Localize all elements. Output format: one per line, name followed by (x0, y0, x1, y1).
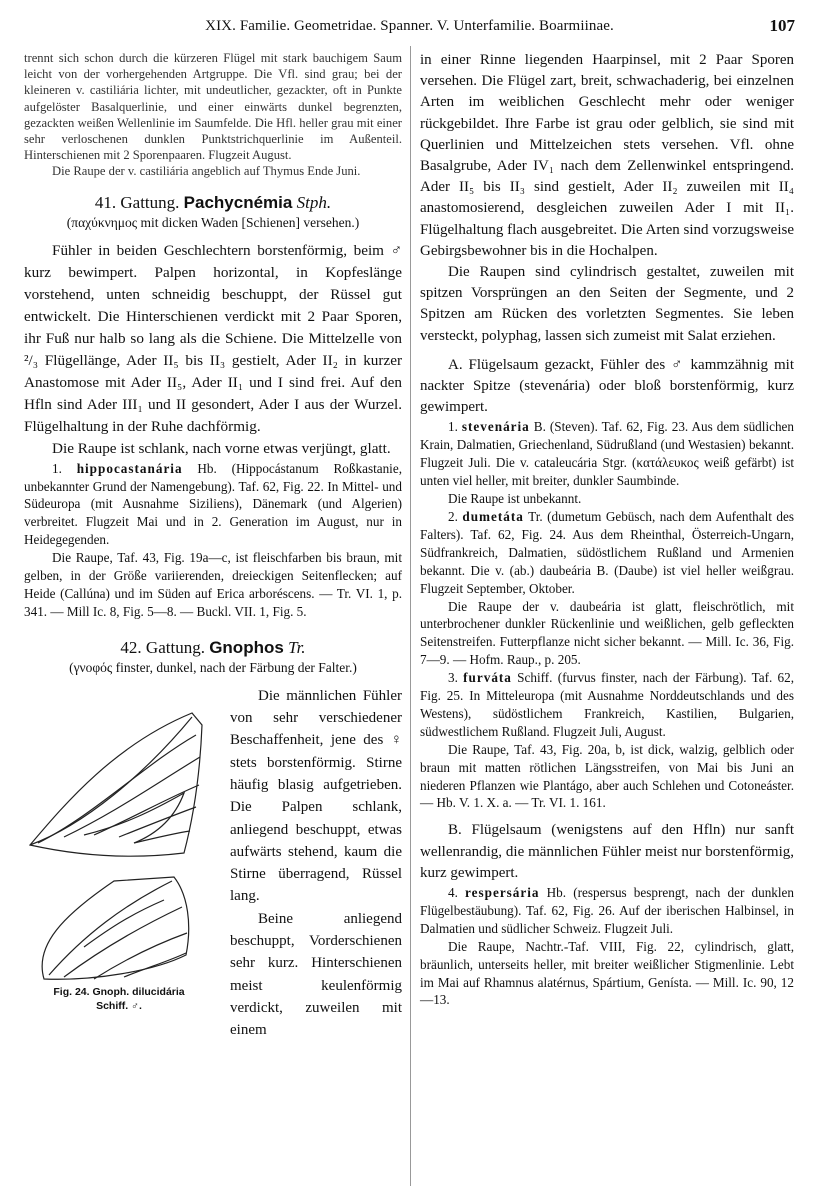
species-name: furváta (463, 670, 512, 686)
column-divider (410, 46, 411, 1186)
paragraph: Die männlichen Fühler von sehr verschiedener Beschaffenheit, jene des ♀ stets borstenförmig. Stirne häufig blasig aufgetrieben. Die Palpen schlank, anliegend beschuppt, etwas aufwärts stehend, kaum die Stirne überragend, Rüssel lang. (230, 687, 402, 905)
paragraph: Die Raupe der v. daubeária ist glatt, fleischrötlich, mit unterbrochener dunkler Rückenlinie und weißlichen, gelb gefleckten Seitenstreifen. Futterpflanze nicht sicher bekannt. — Mill. Ic. 36, Fig. 7—9. — Hofm. Raup., p. 205. (420, 598, 794, 668)
species-name: dumetáta (462, 508, 524, 524)
species-entry: 1. hippocastanária Hb. (Hippocástanum Roßkastanie, unbekannter Grund der Namengebung). Taf. 62, Fig. 22. In Mittel- und Südeuropa (mit Ausnahme Siziliens), Dänemark (und Algerien) verbreitet. Flugzeit Mai und in 2. Generation im August, nur in Heidegegenden. (24, 460, 403, 548)
species-name: hippocastanária (76, 460, 183, 476)
left-column (24, 50, 403, 1039)
paragraph: Beine anliegend beschuppt, Vorderschienen sehr kurz. Hinterschienen meist keulenförmig verdickt, zuweilen mit einem (230, 910, 402, 1039)
paragraph: Die Raupe, Taf. 43, Fig. 20a, b, ist dick, walzig, gelblich oder braun mit matten rötlichen Längsstreifen, von Mai bis Juni an niederen Pflanzen wie Plantágo, aber auch Schlehen und Cotoneáster. — Hb. V. 1. X. a. — Tr. VI. 1. 161. (420, 741, 794, 811)
genus-heading: 41. Gattung. Pachycnémia Stph. (94, 192, 332, 212)
species-entry: 3. furváta Schiff. (furvus finster, nach der Färbung). Taf. 62, Fig. 25. In Mitteleuropa (mit Ausnahme Norddeutschlands und des Westens), südöstlichem Frankreich, Kastilien, Bulgarien, südwestlichem Rußland. Flugzeit Juli, August. (420, 670, 794, 739)
section-a: A. Flügelsaum gezackt, Fühler des ♂ kammzähnig mit nackter Spitze (stevenária) oder bloß borstenförmig, kurz gewimpert. (420, 356, 794, 416)
etymology: (γνοφός finster, dunkel, nach der Färbung der Falter.) (69, 659, 357, 675)
figure-side-text (230, 685, 402, 1042)
right-column (420, 50, 794, 1009)
species-entry: 1. stevenária B. (Steven). Taf. 62, Fig. 23. Aus dem südlichen Krain, Dalmatien, Griechenland, Südrußland (und Westasien) bekannt. Flugzeit Juli. Die v. cataleucária Stgr. (κατάλευκος weiß gefärbt) ist unten viel heller, mit breiter, dunkler Saumbinde. (420, 419, 794, 489)
figure-block (24, 685, 402, 1039)
species-entry: 4. respersária Hb. (respersus besprengt, nach der dunklen Flügelbestäubung). Taf. 62, Fig. 26. Auf der iberischen Halbinsel, in Dalmatien und südlicher Schweiz. Flugzeit Juli. (420, 885, 795, 936)
genus-heading: 42. Gattung. Gnophos Tr. (120, 637, 306, 657)
paragraph: Die Raupe der v. castiliária angeblich auf Thymus Ende Juni. (52, 164, 361, 179)
paragraph: trennt sich schon durch die kürzeren Flügel mit stark bauchigem Saum leicht von der vorhergehenden Artgruppe. Die Vfl. sind grau; bei der kleineren v. castiliária lichter, mit undeutlicher, gezackter, oft in Punkte aufgelöster Basalquerlinie, und einer einwärts dunkel begrenzten, gezackten weißen Wellenlinie im Saumfelde. Die Hfl. heller grau mit einer sehr verloschenen dunklen Punktstrichquerlinie im Außenteil. Hinterschienen mit 2 Sporenpaaren. Flugzeit August. (24, 51, 402, 163)
running-head: XIX. Familie. Geometridae. Spanner. V. Unterfamilie. Boarmiinae. (205, 18, 614, 34)
paragraph: Fühler in beiden Geschlechtern borstenförmig, beim ♂ kurz bewimpert. Palpen horizontal, in Kopfeslänge vorstehend, unten schneidig beschuppt, der Rüssel gut entwickelt. Die Hinterschienen verdickt mit 2 Paar Sporen, ihr Fuß nur halb so lang als die Schiene. Die Mittelzelle von ²/₃ Flügellänge, Ader II₅ bis II₃ gestielt, Ader II₂ in kurzer Anastomose mit Ader II₅, Ader II₁ und I sind frei. Auf den Hfln sind Ader III₁ und II gesondert, Ader I aus der Wurzel. Flügelhaltung in der Ruhe dachförmig. (24, 241, 402, 435)
paragraph: Die Raupe, Nachtr.-Taf. VIII, Fig. 22, cylindrisch, glatt, bräunlich, unterseits heller, mit breiter weißlicher Stigmenlinie. Lebt im Mai auf Rhamnus alatérnus, Spártium, Genísta. — Mill. Ic. 90, 12—13. (420, 938, 794, 1008)
etymology: (παχύκνημος mit dicken Waden [Schienen] versehen.) (66, 214, 360, 230)
paragraph: Die Raupe ist schlank, nach vorne etwas verjüngt, glatt. (52, 439, 391, 457)
section-b: B. Flügelsaum (wenigstens auf den Hfln) nur sanft wellenrandig, die männlichen Fühler meist nur borstenförmig, kurz gewimpert. (420, 822, 794, 881)
paragraph: in einer Rinne liegenden Haarpinsel, mit 2 Paar Sporen versehen. Die Flügel zart, breit, schwachaderig, bei einzelnen Arten im weiblichen Geschlecht mehr oder weniger rückgebildet. Ihre Farbe ist grau oder gelblich, sie sind mit Querlinien und Mittelzeichen stets versehen. Vfl. ohne Basalgrube, Ader IV₁ nach dem Zellenwinkel entspringend. Ader II₅ bis II₃ sind gestielt, Ader II₂ zuweilen mit II₄ anastomosierend, desgleichen zuweilen Ader I mit II₁. Flügelhaltung flach ausgebreitet. Die Arten sind vorzugsweise Gebirgsbewohner bis in die Hochalpen. (420, 52, 794, 259)
paragraph: Die Raupe ist unbekannt. (448, 491, 582, 507)
page-number: 107 (769, 16, 795, 35)
paragraph: Die Raupen sind cylindrisch gestaltet, zuweilen mit spitzen Vorsprüngen an den Seiten der Segmente, und 2 Spitzen am Rücken des vorletzten Segmentes. Sie leben versteckt, polyphag, lassen sich zumeist mit Salat erziehen. (420, 264, 794, 344)
page-header (24, 16, 795, 40)
wing-venation-figure (24, 685, 214, 1023)
figure-caption: Fig. 24. Gnoph. dilucidária Schiff. ♂. (53, 985, 185, 1012)
species-entry: 2. dumetáta Tr. (dumetum Gebüsch, nach dem Aufenthalt des Falters). Taf. 62, Fig. 24. Aus dem Rheinthal, Österreich-Ungarn, Südfrankreich, Dalmatien, südöstlichem Rußland und Armenien bekannt. Die v. (ab.) daubeária B. (Daube) ist viel heller weißgrau. Flugzeit September, Oktober. (420, 508, 795, 596)
species-name: respersária (465, 885, 540, 900)
wing-venation-drawing (24, 685, 214, 981)
paragraph: Die Raupe, Taf. 43, Fig. 19a—c, ist fleischfarben bis braun, mit gelben, in der Größe variierenden, dreieckigen Seitenflecken; auf Heide (Callúna) und im Süden auf Erica arboréscens. — Tr. VI. 1, p. 341. — Mill Ic. 8, Fig. 5—8. — Buckl. VII. 1, Fig. 5. (24, 550, 402, 619)
species-name: stevenária (461, 419, 530, 435)
